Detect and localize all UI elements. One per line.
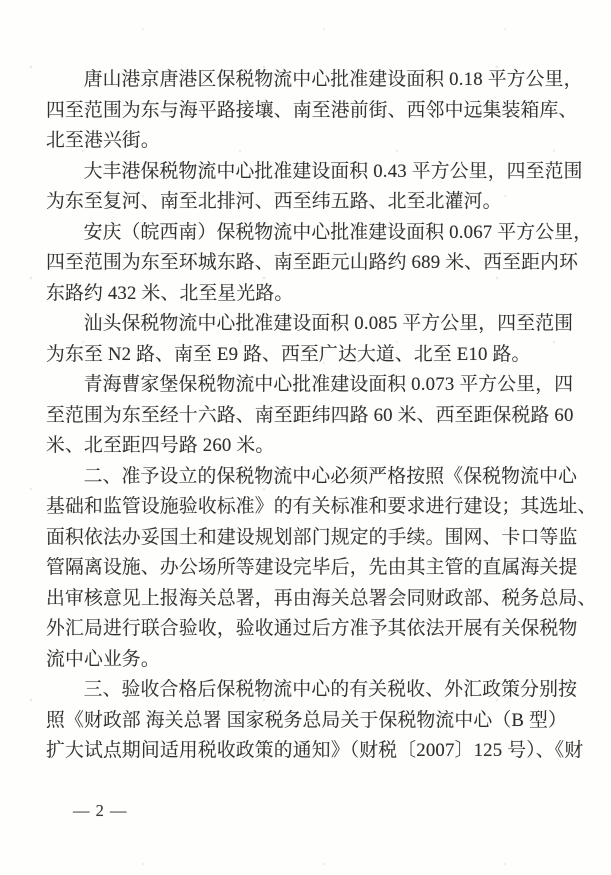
text-line: 管隔离设施、办公场所等建设完毕后，先由其主管的直属海关提	[46, 557, 578, 578]
text-line: 安庆（皖西南）保税物流中心批准建设面积 0.067 平方公里，	[83, 221, 593, 243]
document-body	[46, 65, 597, 767]
paragraph	[46, 675, 584, 767]
text-line: 出审核意见上报海关总署，再由海关总署会同财政部、税务总局、	[46, 587, 597, 609]
text-line: 大丰港保税物流中心批准建设面积 0.43 平方公里，四至范围	[83, 160, 583, 182]
text-line: 青海曹家堡保税物流中心批准建设面积 0.073 平方公里，四	[83, 374, 574, 395]
text-line: 基础和监管设施验收标准》的有关标准和要求进行建设；其选址、	[46, 496, 597, 517]
text-line: 唐山港京唐港区保税物流中心批准建设面积 0.18 平方公里，	[83, 69, 583, 90]
paragraph	[46, 370, 575, 462]
text-line: 四至范围为东至环城东路、南至距元山路约 689 米、西至距内环	[46, 252, 579, 273]
paragraph	[46, 462, 597, 676]
text-line: 面积依法办妥国土和建设规划部门规定的手续。围网、卡口等监	[46, 526, 578, 548]
paragraph	[46, 157, 583, 218]
page-number: — 2 —	[73, 801, 128, 820]
text-line: 四至范围为东与海平路接壤、南至港前街、西邻中远集装箱库、	[46, 99, 578, 121]
text-line: 至范围为东至经十六路、南至距纬四路 60 米、西至距保税路 60	[46, 404, 574, 426]
paragraph	[46, 309, 575, 370]
paragraph	[46, 65, 583, 157]
text-line: 米、北至距四号路 260 米。	[46, 435, 275, 456]
text-line: 扩大试点期间适用税收政策的通知》（财税〔2007〕125 号）、《财	[46, 740, 584, 761]
text-line: 二、准予设立的保税物流中心必须严格按照《保税物流中心	[83, 465, 578, 487]
text-line: 北至港兴街。	[46, 130, 160, 151]
text-line: 为东至 N2 路、南至 E9 路、西至广达大道、北至 E10 路。	[46, 343, 531, 365]
text-line: 照《财政部 海关总署 国家税务总局关于保税物流中心（B 型）	[46, 709, 567, 731]
text-line: 东路约 432 米、北至星光路。	[46, 282, 294, 304]
text-line: 外汇局进行联合验收，验收通过后方准予其依法开展有关保税物	[46, 618, 578, 639]
text-line: 汕头保税物流中心批准建设面积 0.085 平方公里，四至范围	[83, 313, 574, 334]
text-line: 流中心业务。	[46, 648, 160, 670]
text-line: 为东至复河、南至北排河、西至纬五路、北至北灌河。	[46, 191, 502, 212]
paragraph	[46, 218, 593, 310]
text-line: 三、验收合格后保税物流中心的有关税收、外汇政策分别按	[83, 679, 578, 700]
